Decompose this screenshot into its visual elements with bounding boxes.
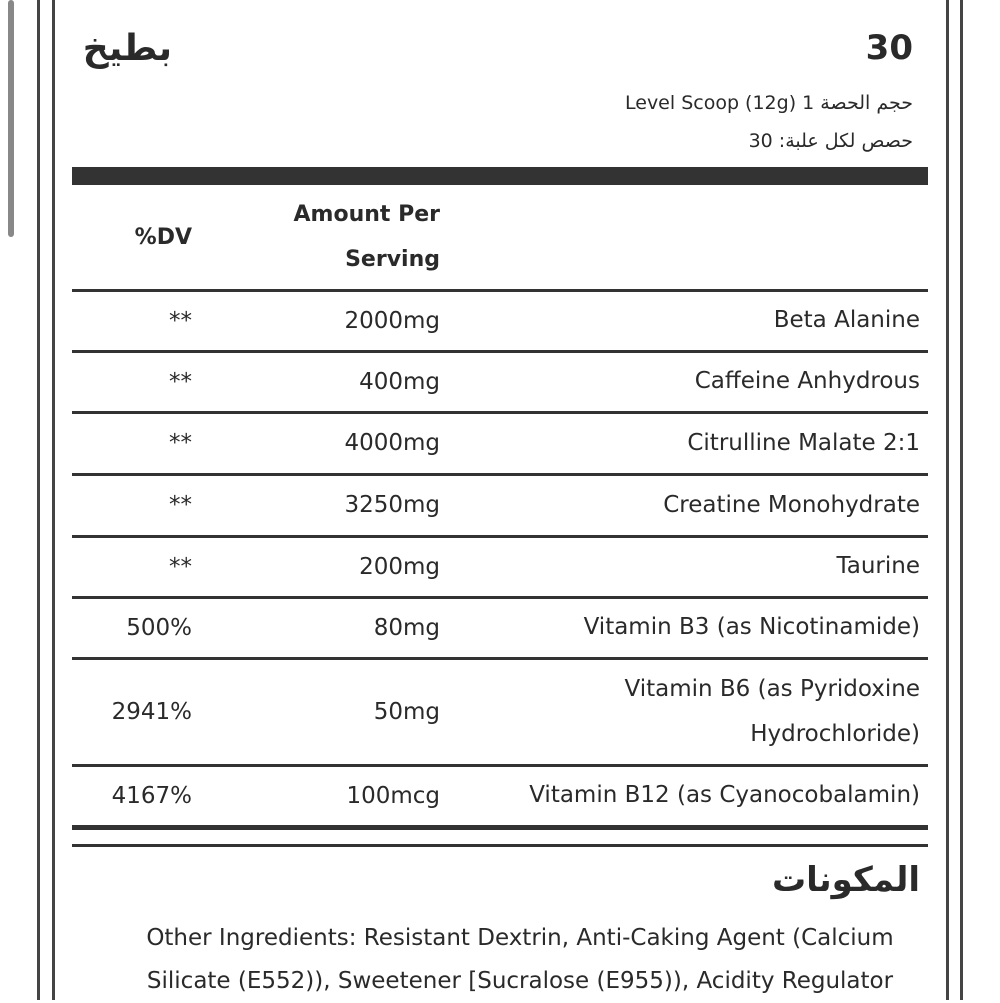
border-line xyxy=(960,0,963,1000)
table-row xyxy=(72,766,928,825)
nutrient-name: Taurine xyxy=(836,553,920,579)
nutrient-amount: 100mcg xyxy=(346,782,440,809)
nutrient-dv: 500% xyxy=(126,614,192,641)
table-row xyxy=(72,413,928,473)
table-row xyxy=(72,291,928,350)
nutrient-amount: 80mg xyxy=(373,614,440,641)
border-line xyxy=(37,0,40,1000)
nutrient-dv: 2941% xyxy=(111,698,192,725)
nutrient-amount: 50mg xyxy=(373,698,440,725)
nutrient-name: Citrulline Malate 2:1 xyxy=(687,429,920,456)
nutrient-dv: ** xyxy=(169,368,192,395)
scrollbar[interactable] xyxy=(8,0,14,237)
border-line xyxy=(946,0,949,1000)
dv-header: %DV xyxy=(134,225,192,250)
nutrient-name: Vitamin B12 (as Cyanocobalamin) xyxy=(529,782,920,808)
table-bottom-border xyxy=(72,825,928,830)
table-row xyxy=(72,475,928,535)
nutrient-amount: 200mg xyxy=(359,553,440,580)
nutrient-dv: 4167% xyxy=(111,782,192,809)
flavor-title: بطيخ xyxy=(82,28,172,69)
table-row xyxy=(72,598,928,657)
nutrient-dv: ** xyxy=(169,553,192,580)
nutrient-dv: ** xyxy=(169,430,192,456)
amount-header xyxy=(294,192,440,282)
nutrient-name: Vitamin B6 (as Pyridoxine Hydrochloride) xyxy=(624,675,920,747)
nutrient-dv: ** xyxy=(169,307,192,334)
nutrient-name: Beta Alanine xyxy=(773,307,920,333)
nutrient-amount: 400mg xyxy=(359,368,440,395)
amount-header-line2: Serving xyxy=(345,247,440,272)
servings-count: 30 xyxy=(865,28,913,68)
servings-per-container: حصص لكل علبة: 30 xyxy=(748,130,913,152)
nutrient-amount: 3250mg xyxy=(344,492,440,518)
nutrient-dv: ** xyxy=(169,492,192,518)
ingredients-text: Other Ingredients: Resistant Dextrin, Anti-Caking Agent (Calcium Silicate (E552)), Sweetener [Sucralose (E955)), Acidity Regulator xyxy=(146,925,894,994)
ingredients-title: المكونات xyxy=(771,860,920,900)
table-row xyxy=(72,659,928,764)
divider xyxy=(72,844,928,847)
nutrient-name: Creatine Monohydrate xyxy=(663,491,920,518)
border-line xyxy=(52,0,55,1000)
nutrient-name: Caffeine Anhydrous xyxy=(694,368,920,394)
table-row xyxy=(72,352,928,411)
divider-thick xyxy=(72,167,928,185)
amount-header-line1: Amount Per xyxy=(293,202,440,227)
table-row xyxy=(72,537,928,596)
nutrient-name: Vitamin B3 (as Nicotinamide) xyxy=(583,614,920,640)
nutrient-amount: 2000mg xyxy=(344,307,440,334)
serving-size: حجم الحصة 1 Level Scoop (12g) xyxy=(625,92,913,114)
nutrient-amount: 4000mg xyxy=(344,430,440,456)
